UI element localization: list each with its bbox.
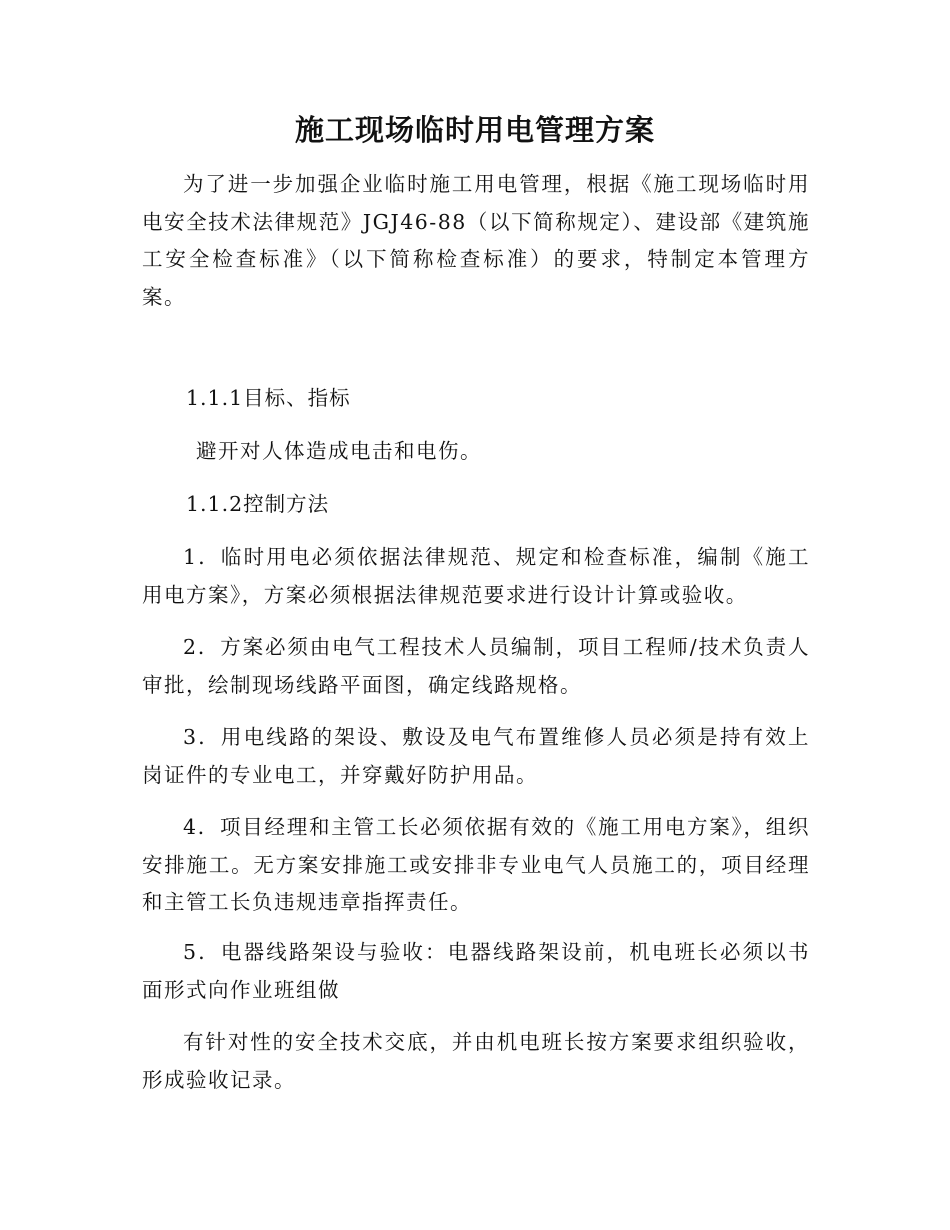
- control-item-1: 1．临时用电必须依据法律规范、规定和检查标准，编制《施工用电方案》，方案必须根据法律规范要求进行设计计算或验收。: [142, 545, 810, 607]
- control-item-5-continued: 有针对性的安全技术交底，并由机电班长按方案要求组织验收，形成验收记录。: [142, 1030, 810, 1092]
- section-heading-goals: 1.1.1目标、指标: [186, 386, 351, 410]
- control-item-3: 3．用电线路的架设、敷设及电气布置维修人员必须是持有效上岗证件的专业电工，并穿戴好防护用品。: [142, 725, 810, 787]
- control-item-2: 2．方案必须由电气工程技术人员编制，项目工程师/技术负责人审批，绘制现场线路平面图，确定线路规格。: [142, 635, 810, 697]
- section-heading-control-methods: 1.1.2控制方法: [186, 492, 330, 516]
- intro-paragraph: 为了进一步加强企业临时施工用电管理，根据《施工现场临时用电安全技术法律规范》JGJ46-88（以下简称规定）、建设部《建筑施工安全检查标准》（以下简称检查标准）的要求，特制定本管理方案。: [142, 172, 810, 309]
- control-item-4: 4．项目经理和主管工长必须依据有效的《施工用电方案》，组织安排施工。无方案安排施工或安排非专业电气人员施工的，项目经理和主管工长负违规违章指挥责任。: [142, 815, 810, 914]
- control-item-5: 5．电器线路架设与验收：电器线路架设前，机电班长必须以书面形式向作业班组做: [142, 940, 810, 1002]
- document-title: 施工现场临时用电管理方案: [294, 113, 655, 147]
- goals-text: 避开对人体造成电击和电伤。: [196, 439, 482, 463]
